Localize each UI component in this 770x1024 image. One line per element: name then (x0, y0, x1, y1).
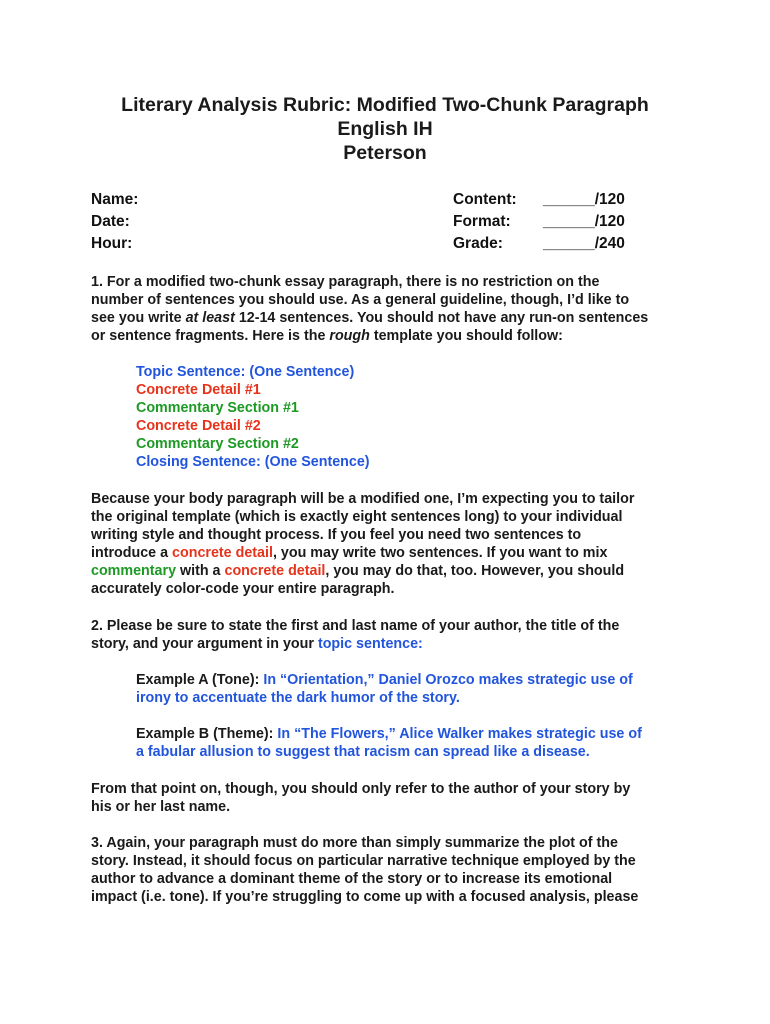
section-3-line: impact (i.e. tone). If you’re struggling to come up with a focused analysis, please (91, 889, 639, 905)
paragraph-2 (91, 490, 691, 598)
template-concrete-detail-1: Concrete Detail #1 (136, 382, 261, 398)
example-a (136, 671, 696, 707)
content-score: ______/120 (543, 191, 625, 208)
course-name: English IH (337, 118, 433, 140)
section-3-line: 3. Again, your paragraph must do more than simply summarize the plot of the (91, 835, 618, 851)
commentary-term: commentary (91, 563, 177, 579)
document-title: Literary Analysis Rubric: Modified Two-Chunk Paragraph (121, 94, 649, 116)
template-list (136, 363, 696, 471)
title-block (0, 93, 770, 165)
paragraph-2-line: writing style and thought process. If you feel you need two sentences to (91, 527, 582, 543)
section-1-line: see you write at least 12-14 sentences. You should not have any run-on sentences (91, 310, 649, 326)
emphasis-rough: rough (329, 328, 370, 344)
example-b-text: In “The Flowers,” Alice Walker makes strategic use of (277, 726, 642, 742)
name-row (91, 189, 651, 211)
paragraph-2-line: commentary with a concrete detail, you may do that, too. However, you should (91, 563, 625, 579)
example-a-line: irony to accentuate the dark humor of the story. (136, 690, 460, 706)
concrete-detail-term: concrete detail (224, 563, 326, 579)
paragraph-3-line: his or her last name. (91, 799, 231, 815)
section-3-line: author to advance a dominant theme of the story or to increase its emotional (91, 871, 613, 887)
grade-label: Grade: (453, 235, 503, 252)
name-label: Name: (91, 191, 139, 208)
example-a-text: In “Orientation,” Daniel Orozco makes strategic use of (263, 672, 633, 688)
example-a-line (136, 671, 696, 689)
section-2-paragraph (91, 617, 691, 653)
topic-sentence-term: topic sentence: (317, 636, 423, 652)
emphasis-at-least: at least (185, 310, 235, 326)
section-2-line: story, and your argument in your topic sentence: (91, 636, 423, 652)
hour-label: Hour: (91, 235, 133, 252)
format-score: ______/120 (543, 213, 625, 230)
example-b-line: a fabular allusion to suggest that racism can spread like a disease. (136, 744, 590, 760)
example-a-label: Example A (Tone): (136, 672, 264, 688)
section-2-line: 2. Please be sure to state the first and last name of your author, the title of the (91, 618, 620, 634)
template-topic-sentence: Topic Sentence: (One Sentence) (136, 364, 355, 380)
hour-row (91, 233, 651, 255)
concrete-detail-term: concrete detail (172, 545, 273, 561)
paragraph-3 (91, 780, 691, 816)
template-concrete-detail-2: Concrete Detail #2 (136, 418, 261, 434)
example-b-label: Example B (Theme): (136, 726, 278, 742)
section-3-line: story. Instead, it should focus on particular narrative technique employed by the (91, 853, 636, 869)
section-1-line: 1. For a modified two-chunk essay paragraph, there is no restriction on the (91, 274, 600, 290)
section-1-line: number of sentences you should use. As a general guideline, though, I’d like to (91, 292, 630, 308)
paragraph-2-line: accurately color-code your entire paragraph. (91, 581, 395, 597)
paragraph-3-line: From that point on, though, you should only refer to the author of your story by (91, 781, 631, 797)
template-closing-sentence: Closing Sentence: (One Sentence) (136, 454, 370, 470)
date-row (91, 211, 651, 233)
grade-score: ______/240 (543, 235, 625, 252)
content-label: Content: (453, 191, 517, 208)
section-1-line: or sentence fragments. Here is the rough template you should follow: (91, 328, 563, 344)
paragraph-2-line: introduce a concrete detail, you may write two sentences. If you want to mix (91, 545, 608, 561)
header-fields (91, 189, 651, 255)
section-3-paragraph (91, 834, 691, 906)
template-commentary-1: Commentary Section #1 (136, 400, 299, 416)
teacher-name: Peterson (343, 142, 427, 164)
paragraph-2-line: the original template (which is exactly eight sentences long) to your individual (91, 509, 623, 525)
example-b (136, 725, 696, 761)
date-label: Date: (91, 213, 130, 230)
template-commentary-2: Commentary Section #2 (136, 436, 299, 452)
format-label: Format: (453, 213, 511, 230)
example-b-line (136, 725, 696, 743)
section-1-paragraph (91, 273, 691, 345)
paragraph-2-line: Because your body paragraph will be a modified one, I’m expecting you to tailor (91, 491, 635, 507)
